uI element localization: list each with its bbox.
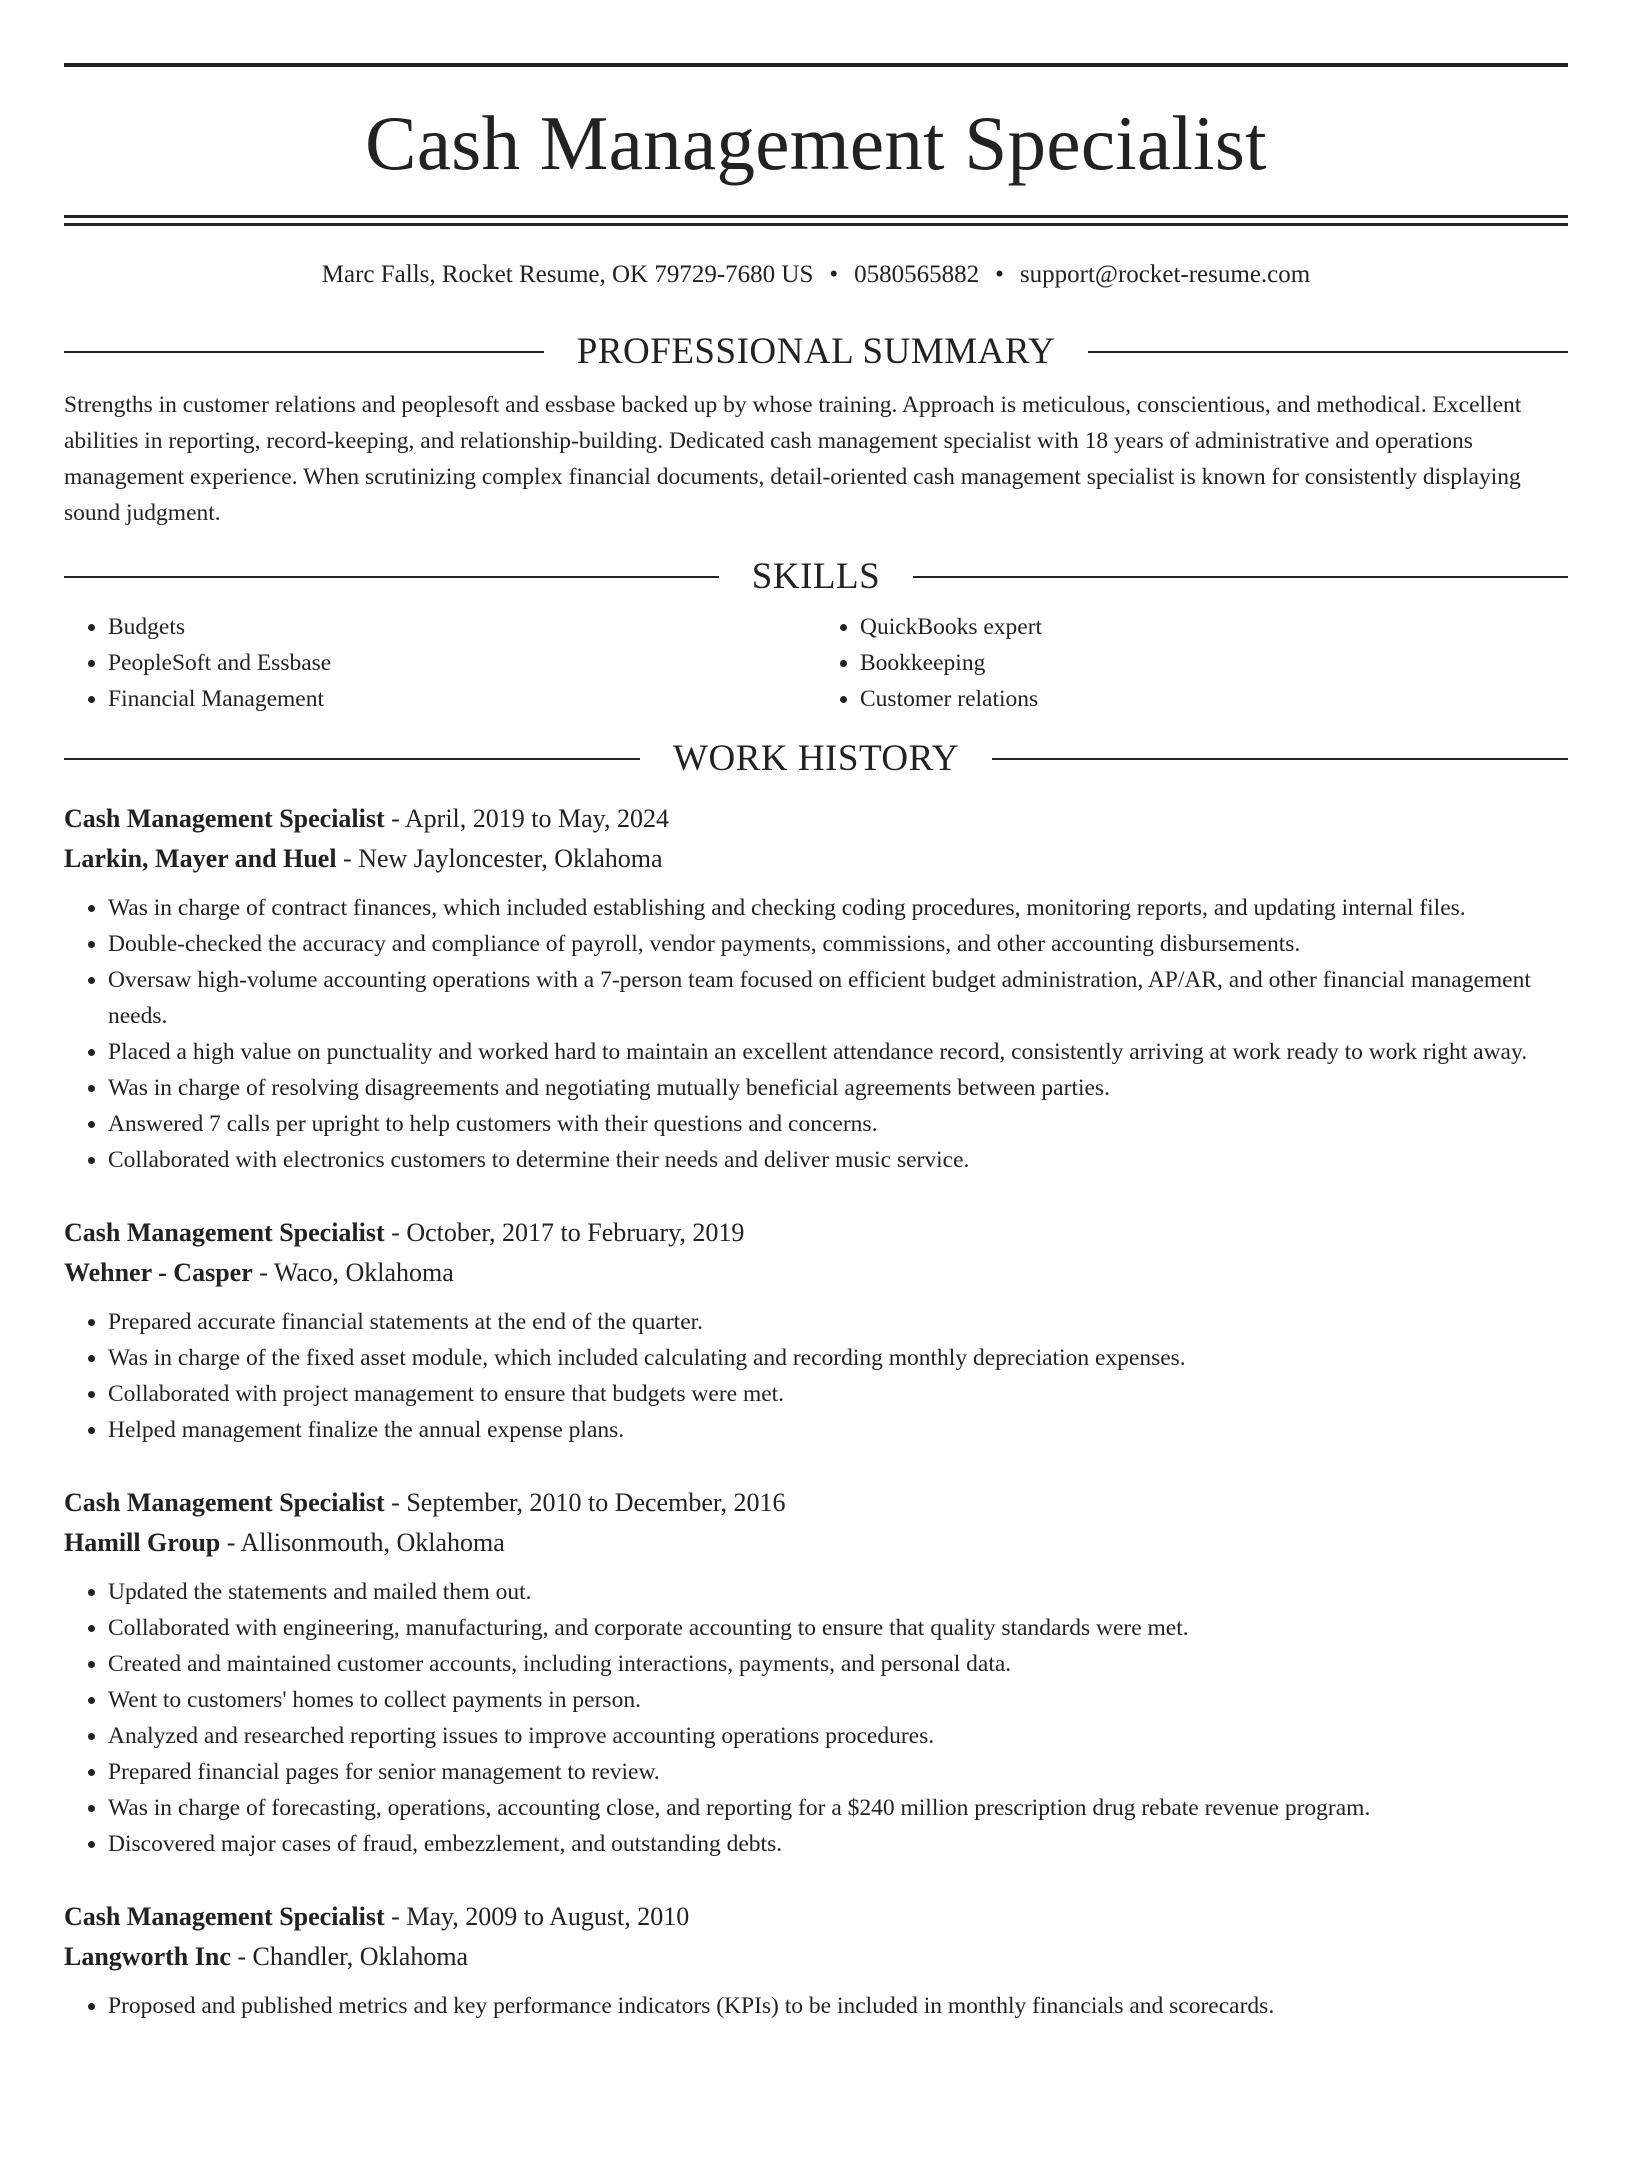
resume-page (0, 63, 1632, 2175)
job-title: Cash Management Specialist (64, 804, 385, 833)
skills-column-right (816, 609, 1568, 717)
contact-email: support@rocket-resume.com (1019, 261, 1311, 288)
job-bullet: • Answered 7 calls per upright to help customers with their questions and concerns. (108, 1106, 1568, 1142)
heading-rule-right (992, 758, 1568, 760)
job-company: Hamill Group (64, 1528, 221, 1557)
contact-separator: • (829, 261, 839, 288)
job-company-line (64, 1523, 1568, 1563)
job-bullet: • Helped management finalize the annual expense plans. (108, 1412, 1568, 1448)
header-top-rule (64, 63, 1568, 67)
job-dates: - October, 2017 to February, 2019 (384, 1218, 745, 1247)
job-title: Cash Management Specialist (64, 1488, 385, 1517)
job-bullet: • Created and maintained customer accounts, including interactions, payments, and personal data. (108, 1646, 1568, 1682)
job-entry (64, 799, 1568, 1178)
skill-item: • QuickBooks expert (860, 609, 1568, 645)
job-company-line (64, 839, 1568, 879)
work-history-heading (64, 737, 1568, 781)
job-bullet: • Placed a high value on punctuality and worked hard to maintain an excellent attendance record, consistently arriving at work ready to work right away. (108, 1034, 1568, 1070)
job-company-line (64, 1937, 1568, 1977)
job-bullet: • Double-checked the accuracy and compliance of payroll, vendor payments, commissions, and other accounting disbursements. (108, 926, 1568, 962)
job-dates: - May, 2009 to August, 2010 (384, 1902, 690, 1931)
job-title-line (64, 1483, 1568, 1523)
job-bullets (64, 1988, 1568, 2024)
job-bullet: • Updated the statements and mailed them out. (108, 1574, 1568, 1610)
job-bullet: • Was in charge of resolving disagreements and negotiating mutually beneficial agreements between parties. (108, 1070, 1568, 1106)
resume-name: Cash Management Specialist (365, 100, 1267, 186)
summary-text: Strengths in customer relations and peoplesoft and essbase backed up by whose training. Approach is meticulous, conscientious, and methodical. Excellent abilities in reporting, record-keeping, and relationship-building. Dedicated cash management specialist with 18 years of administrative and operations management experience. When scrutinizing complex financial documents, detail-oriented cash management specialist is known for consistently displaying sound judgment. (64, 392, 1522, 526)
job-bullet: • Collaborated with project management to ensure that budgets were met. (108, 1376, 1568, 1412)
header-double-rule (64, 215, 1568, 226)
job-company-line (64, 1253, 1568, 1293)
job-company: Wehner - Casper (64, 1258, 253, 1287)
job-bullet: • Analyzed and researched reporting issues to improve accounting operations procedures. (108, 1718, 1568, 1754)
heading-rule-left (64, 576, 719, 578)
job-bullet: • Discovered major cases of fraud, embezzlement, and outstanding debts. (108, 1826, 1568, 1862)
job-entry (64, 1213, 1568, 1448)
job-bullets (64, 1574, 1568, 1862)
job-dates: - April, 2019 to May, 2024 (384, 804, 669, 833)
summary-heading-text: PROFESSIONAL SUMMARY (576, 331, 1056, 372)
skills-list (64, 609, 1568, 717)
job-bullets (64, 890, 1568, 1178)
job-title: Cash Management Specialist (64, 1902, 385, 1931)
job-bullet: • Was in charge of contract finances, which included establishing and checking coding procedures, monitoring reports, and updating internal files. (108, 890, 1568, 926)
job-location: - Allisonmouth, Oklahoma (220, 1528, 505, 1557)
skill-item: • Financial Management (108, 681, 816, 717)
job-bullet: • Prepared financial pages for senior management to review. (108, 1754, 1568, 1790)
job-title-line (64, 799, 1568, 839)
job-location: - Chandler, Oklahoma (230, 1942, 469, 1971)
contact-phone: 0580565882 (854, 261, 980, 288)
heading-rule-left (64, 758, 640, 760)
job-entry (64, 1897, 1568, 2024)
contact-line (64, 260, 1568, 290)
skill-item: • Customer relations (860, 681, 1568, 717)
job-title: Cash Management Specialist (64, 1218, 385, 1247)
job-company: Langworth Inc (64, 1942, 231, 1971)
job-bullet: • Oversaw high-volume accounting operations with a 7-person team focused on efficient budget administration, AP/AR, and other financial management needs. (108, 962, 1568, 1034)
job-company: Larkin, Mayer and Huel (64, 844, 337, 873)
job-location: - New Jayloncester, Oklahoma (336, 844, 663, 873)
skill-item: • Budgets (108, 609, 816, 645)
job-bullet: • Collaborated with engineering, manufacturing, and corporate accounting to ensure that quality standards were met. (108, 1610, 1568, 1646)
skills-heading (64, 555, 1568, 599)
contact-separator: • (995, 261, 1004, 288)
skills-column-left (64, 609, 816, 717)
job-bullet: • Went to customers' homes to collect payments in person. (108, 1682, 1568, 1718)
contact-address: Marc Falls, Rocket Resume, OK 79729-7680 US (321, 261, 814, 288)
summary-heading (64, 330, 1568, 374)
job-title-line (64, 1897, 1568, 1937)
job-bullets (64, 1304, 1568, 1448)
skills-heading-text: SKILLS (751, 556, 881, 597)
job-entry (64, 1483, 1568, 1862)
job-title-line (64, 1213, 1568, 1253)
heading-rule-left (64, 351, 544, 353)
job-location: - Waco, Oklahoma (252, 1258, 454, 1287)
heading-rule-right (1088, 351, 1568, 353)
heading-rule-right (913, 576, 1568, 578)
work-history-heading-text: WORK HISTORY (673, 738, 959, 779)
skill-item: • PeopleSoft and Essbase (108, 645, 816, 681)
job-dates: - September, 2010 to December, 2016 (384, 1488, 786, 1517)
job-bullet: • Collaborated with electronics customers to determine their needs and deliver music service. (108, 1142, 1568, 1178)
skill-item: • Bookkeeping (860, 645, 1568, 681)
job-bullet: • Was in charge of forecasting, operations, accounting close, and reporting for a $240 million prescription drug rebate revenue program. (108, 1790, 1568, 1826)
job-bullet: • Was in charge of the fixed asset module, which included calculating and recording monthly depreciation expenses. (108, 1340, 1568, 1376)
job-bullet: • Prepared accurate financial statements at the end of the quarter. (108, 1304, 1568, 1340)
job-bullet: • Proposed and published metrics and key performance indicators (KPIs) to be included in monthly financials and scorecards. (108, 1988, 1568, 2024)
